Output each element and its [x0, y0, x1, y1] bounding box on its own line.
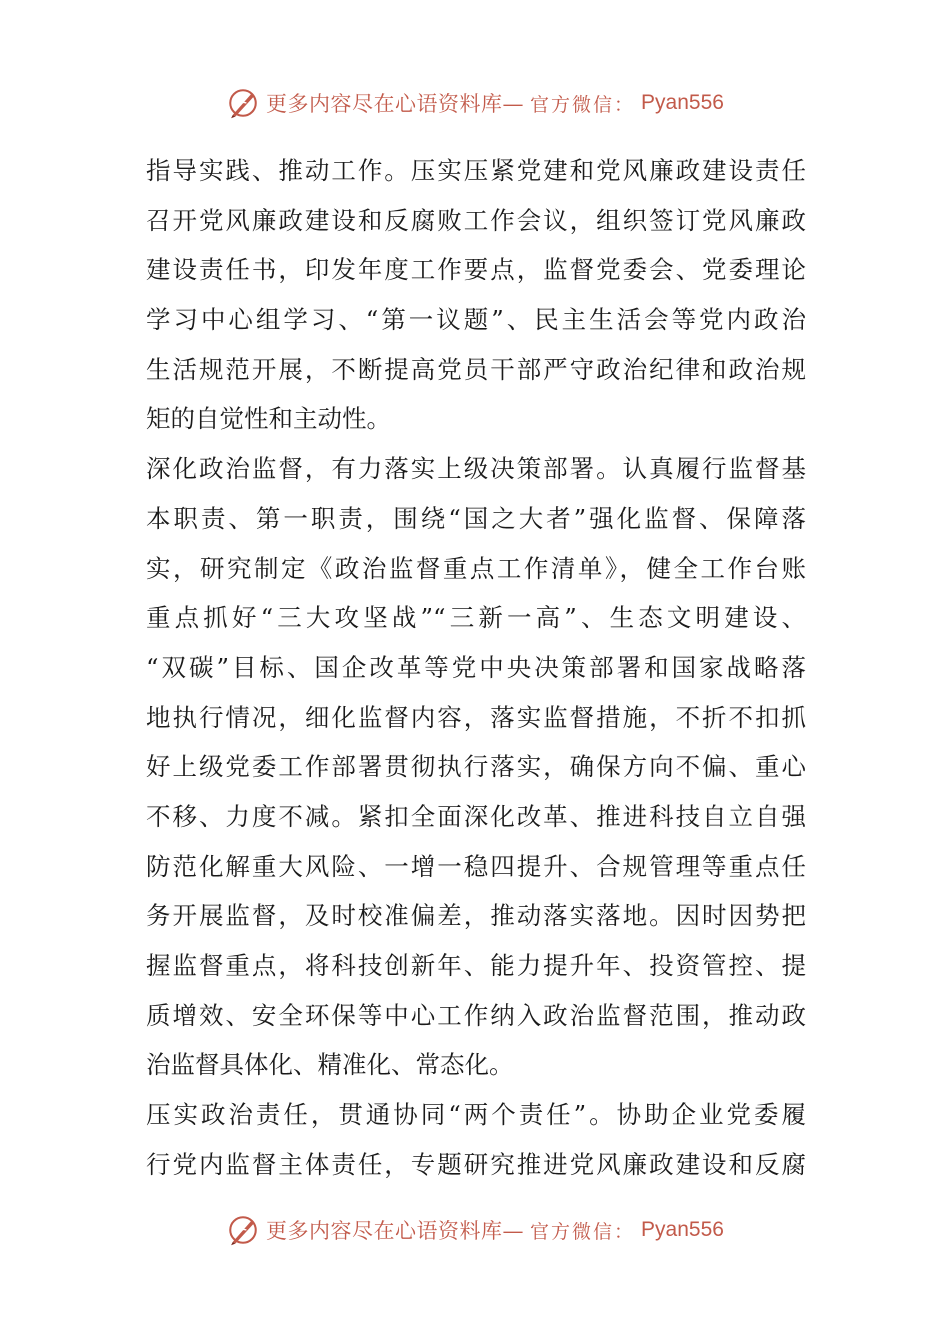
body-line: “双碳”目标、国企改革等党中央决策部署和国家战略落 — [146, 652, 806, 682]
body-line: 不移、力度不减。紧扣全面深化改革、推进科技自立自强 — [146, 801, 806, 831]
footer-brand-text: 更多内容尽在心语资料库— — [266, 1219, 525, 1243]
body-line: 压实政治责任，贯通协同“两个责任”。协助企业党委履 — [146, 1100, 806, 1130]
header-brand-text: 更多内容尽在心语资料库— — [266, 92, 525, 116]
body-line: 建设责任书，印发年度工作要点，监督党委会、党委理论 — [146, 255, 806, 285]
body-line: 学习中心组学习、“第一议题”、民主生活会等党内政治 — [146, 305, 806, 335]
body-line: 务开展监督，及时校准偏差，推动落实落地。因时因势把 — [146, 901, 806, 931]
body-line: 指导实践、推动工作。压实压紧党建和党风廉政建设责任 — [146, 156, 806, 185]
footer-wechat-id: Pyan556 — [641, 1218, 724, 1241]
body-line: 防范化解重大风险、一增一稳四提升、合规管理等重点任 — [146, 851, 806, 881]
body-line: 矩的自觉性和主动性。 — [146, 404, 391, 434]
header-wechat-id: Pyan556 — [641, 91, 724, 114]
body-line: 握监督重点，将科技创新年、能力提升年、投资管控、提 — [146, 951, 806, 980]
body-line: 地执行情况，细化监督内容，落实监督措施，不折不扣抓 — [146, 702, 806, 732]
document-body — [146, 146, 806, 1189]
footer-wechat-label: 官方微信： — [530, 1220, 636, 1243]
pen-logo-icon — [226, 86, 260, 120]
body-line: 行党内监督主体责任，专题研究推进党风廉政建设和反腐 — [146, 1149, 806, 1179]
header-banner — [0, 78, 950, 128]
header-wechat-label: 官方微信： — [530, 93, 636, 116]
body-line: 质增效、安全环保等中心工作纳入政治监督范围，推动政 — [146, 1000, 806, 1030]
body-line: 本职责、第一职责，围绕“国之大者”强化监督、保障落 — [146, 503, 806, 533]
body-line: 好上级党委工作部署贯彻执行落实，确保方向不偏、重心 — [146, 752, 806, 782]
body-line: 召开党风廉政建设和反腐败工作会议，组织签订党风廉政 — [146, 205, 806, 235]
body-line: 深化政治监督，有力落实上级决策部署。认真履行监督基 — [146, 454, 806, 484]
footer-banner — [0, 1205, 950, 1255]
body-line: 生活规范开展，不断提高党员干部严守政治纪律和政治规 — [146, 354, 806, 384]
body-line: 重点抓好“三大攻坚战”“三新一高”、生态文明建设、 — [146, 603, 806, 633]
pen-logo-icon — [226, 1213, 260, 1247]
body-line: 治监督具体化、精准化、常态化。 — [146, 1050, 514, 1080]
body-line: 实，研究制定《政治监督重点工作清单》，健全工作台账 — [146, 553, 806, 583]
